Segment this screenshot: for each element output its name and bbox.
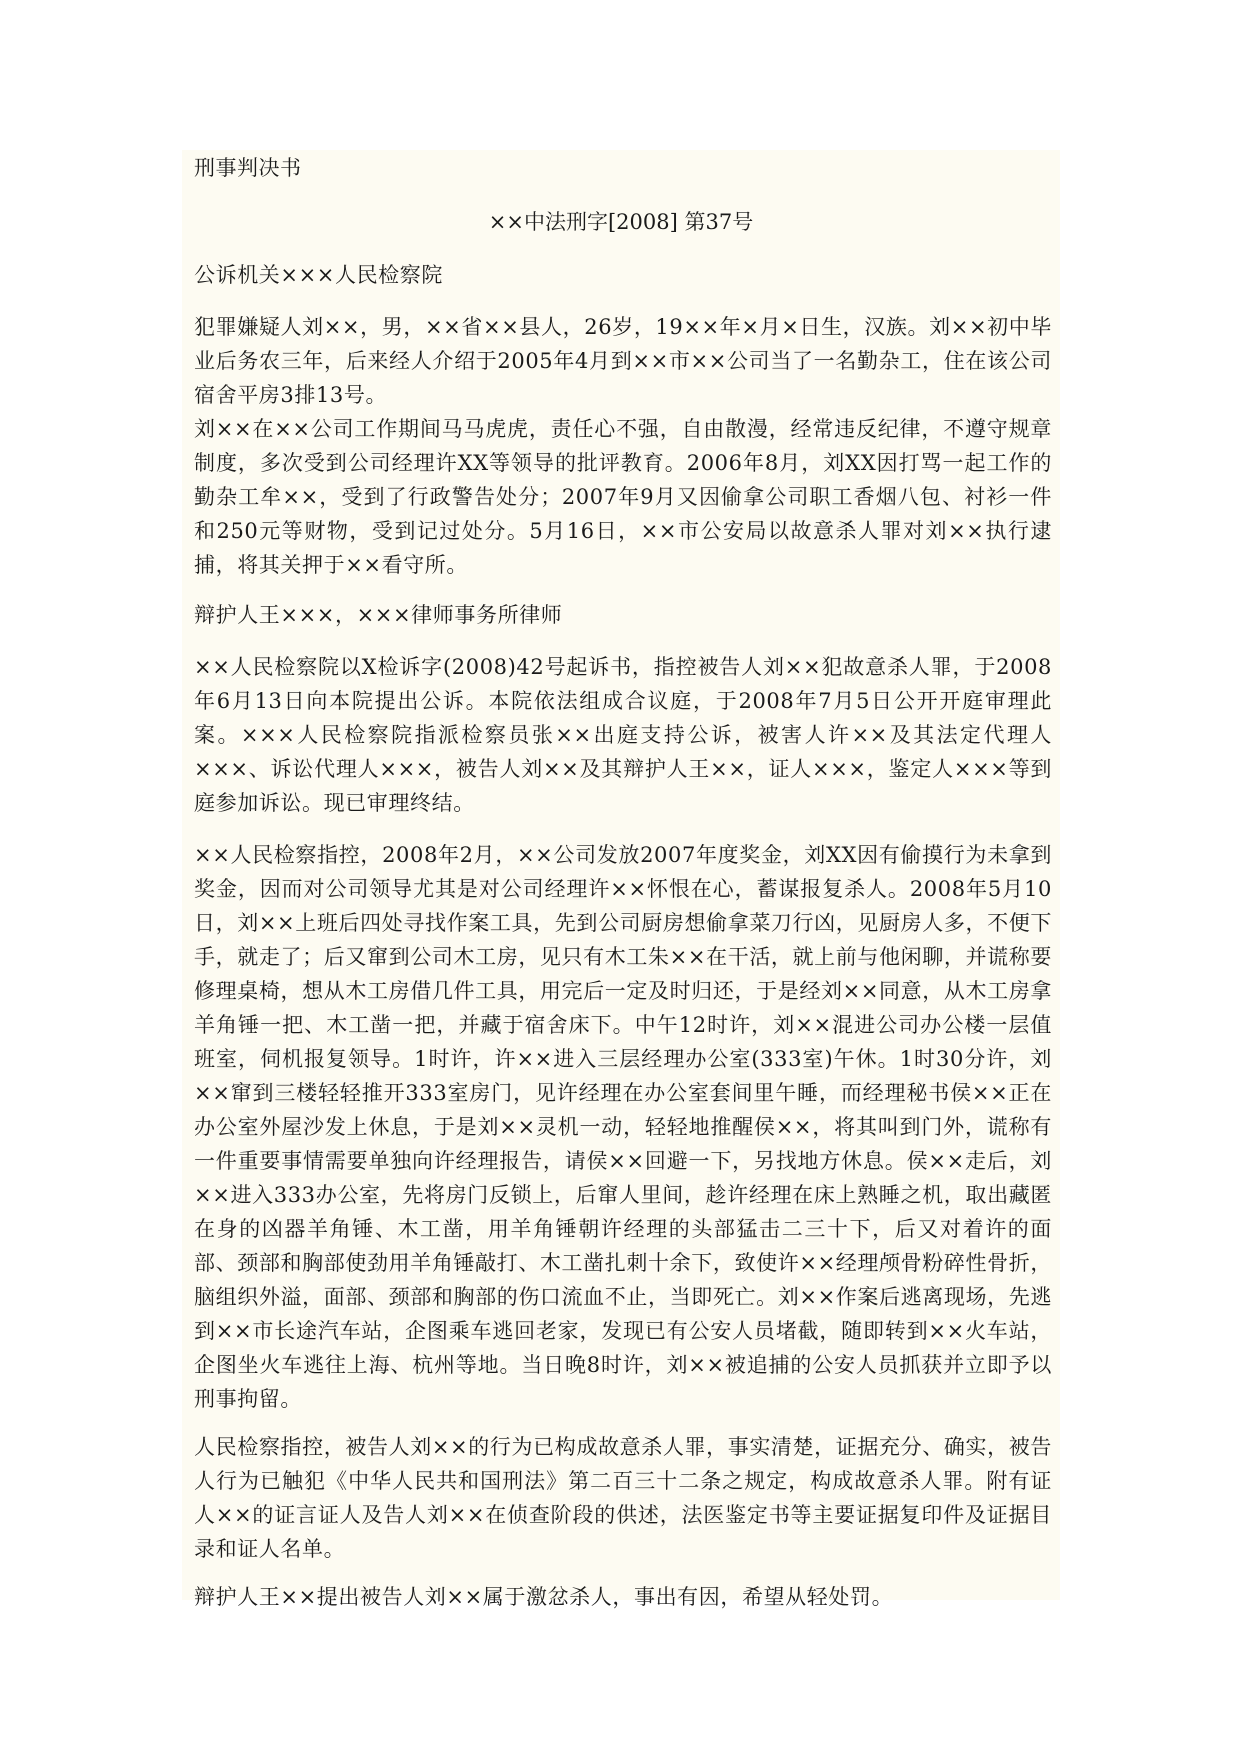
charge-paragraph: 人民检察指控，被告人刘××的行为已构成故意杀人罪，事实清楚，证据充分、确实，被告人行为已触犯《中华人民共和国刑法》第二百三十二条之规定，构成故意杀人罪。附有证人××的证言证人及告人刘××在侦查阶段的供述，法医鉴定书等主要证据复印件及证据目录和证人名单。 bbox=[194, 1435, 1052, 1561]
indictment-paragraph: ××人民检察院以X检诉字(2008)42号起诉书，指控被告人刘××犯故意杀人罪，于2008年6月13日向本院提出公诉。本院依法组成合议庭，于2008年7月5日公开开庭审理此案。×××人民检察院指派检察员张××出庭支持公诉，被害人许××及其法定代理人×××、诉讼代理人×××，被告人刘××及其辩护人王××，证人×××，鉴定人×××等到庭参加诉讼。现已审理终结。 bbox=[194, 655, 1052, 815]
defender-line: 辩护人王×××，×××律师事务所律师 bbox=[194, 603, 563, 627]
document-page bbox=[182, 150, 1060, 1609]
case-number: ××中法刑字[2008] 第37号 bbox=[488, 210, 754, 234]
suspect-paragraph: 犯罪嫌疑人刘××，男，××省××县人，26岁，19××年×月×日生，汉族。刘××初中毕业后务农三年，后来经人介绍于2005年4月到××市××公司当了一名勤杂工，住在该公司宿舍平房3排13号。 bbox=[194, 315, 1052, 407]
record-paragraph: 刘××在××公司工作期间马马虎虎，责任心不强，自由散漫，经常违反纪律，不遵守规章制度，多次受到公司经理许XX等领导的批评教育。2006年8月，刘XX因打骂一起工作的勤杂工牟××，受到了行政警告处分；2007年9月又因偷拿公司职工香烟八包、衬衫一件和250元等财物，受到记过处分。5月16日，××市公安局以故意杀人罪对刘××执行逮捕，将其关押于××看守所。 bbox=[194, 417, 1052, 577]
prosecutor-line: 公诉机关×××人民检察院 bbox=[194, 263, 443, 287]
facts-paragraph: ××人民检察指控，2008年2月，××公司发放2007年度奖金，刘XX因有偷摸行为未拿到奖金，因而对公司领导尤其是对公司经理许××怀恨在心，蓄谋报复杀人。2008年5月10日，刘××上班后四处寻找作案工具，先到公司厨房想偷拿菜刀行凶，见厨房人多，不便下手，就走了；后又窜到公司木工房，见只有木工朱××在干活，就上前与他闲聊，并谎称要修理桌椅，想从木工房借几件工具，用完后一定及时归还，于是经刘××同意，从木工房拿羊角锤一把、木工凿一把，并藏于宿舍床下。中午12时许，刘××混进公司办公楼一层值班室，伺机报复领导。1时许，许××进入三层经理办公室(333室)午休。1时30分许，刘××窜到三楼轻轻推开333室房门，见许经理在办公室套间里午睡，而经理秘书侯××正在办公室外屋沙发上休息，于是刘××灵机一动，轻轻地推醒侯××，将其叫到门外，谎称有一件重要事情需要单独向许经理报告，请侯××回避一下，另找地方休息。侯××走后，刘××进入333办公室，先将房门反锁上，后窜人里间，趁许经理在床上熟睡之机，取出藏匿在身的凶器羊角锤、木工凿，用羊角锤朝许经理的头部猛击二三十下，后又对着许的面部、颈部和胸部使劲用羊角锤敲打、木工凿扎刺十余下，致使许××经理颅骨粉碎性骨折，脑组织外溢，面部、颈部和胸部的伤口流血不止，当即死亡。刘××作案后逃离现场，先逃到××市长途汽车站，企图乘车逃回老家，发现已有公安人员堵截，随即转到××火车站，企图坐火车逃往上海、杭州等地。当日晚8时许，刘××被追捕的公安人员抓获并立即予以刑事拘留。 bbox=[194, 843, 1052, 1411]
document-title: 刑事判决书 bbox=[194, 156, 302, 180]
defense-paragraph: 辩护人王××提出被告人刘××属于激忿杀人，事出有因，希望从轻处罚。 bbox=[194, 1585, 894, 1609]
